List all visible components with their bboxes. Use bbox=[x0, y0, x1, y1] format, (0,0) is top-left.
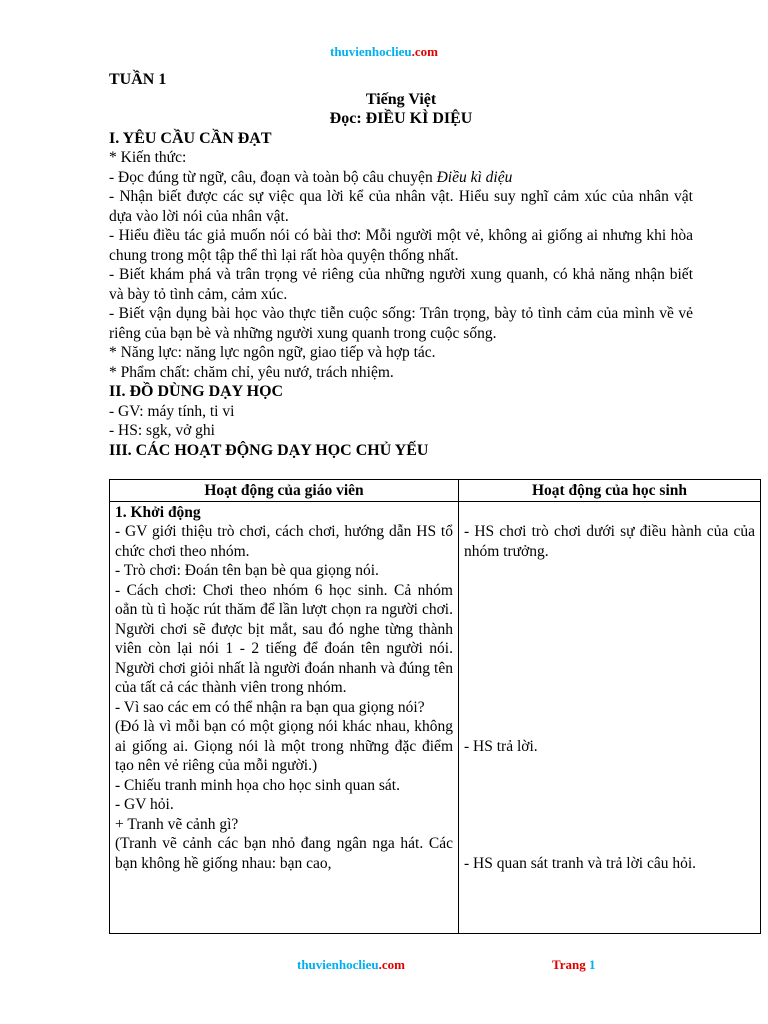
col-header-teacher: Hoạt động của giáo viên bbox=[110, 480, 459, 502]
materials-student: - HS: sgk, vở ghi bbox=[109, 422, 215, 439]
teacher-answer-note: (Tranh vẽ cảnh các bạn nhỏ đang ngân nga hát. Các bạn không hề giống nhau: bạn cao, bbox=[115, 835, 453, 872]
week-label: TUẦN 1 bbox=[109, 71, 167, 88]
page-number: 1 bbox=[588, 957, 596, 972]
story-title-italic: Điều kì diệu bbox=[436, 168, 513, 186]
table-row bbox=[110, 501, 761, 933]
activity-warmup-heading: 1. Khởi động bbox=[115, 503, 201, 521]
lesson-title: Đọc: ĐIỀU KÌ DIỆU bbox=[329, 110, 473, 127]
footer-site-tld: .com bbox=[378, 957, 405, 972]
subject-title: Tiếng Việt bbox=[365, 90, 437, 108]
header-site-tld: .com bbox=[411, 44, 438, 59]
section1-heading: I. YÊU CẦU CẦN ĐẠT bbox=[109, 129, 272, 147]
competence-line: * Năng lực: năng lực ngôn ngữ, giao tiếp và hợp tác. bbox=[109, 344, 436, 361]
materials-teacher: - GV: máy tính, ti vi bbox=[109, 402, 235, 420]
objective-understand: - Hiểu điều tác giả muốn nói có bài thơ: Mỗi người một vẻ, không ai giống ai nhưng khi hòa chung trong một tập thể thì lại rất hòa quyện thống nhất. bbox=[109, 227, 693, 264]
teacher-step: - Cách chơi: Chơi theo nhóm 6 học sinh. Cả nhóm oẳn tù tì hoặc rút thăm để lần lượt chọn ra người chơi. Người chơi sẽ được bịt mắt, sau đó nghe từng thành viên còn lại nói 1 - 2 tiếng để đoán tên người nói. Người chơi giỏi nhất là người đoán nhanh và đúng tên của tất cả các thành viên trong nhóm. bbox=[115, 581, 453, 696]
student-step: - HS chơi trò chơi dưới sự điều hành của của nhóm trưởng. bbox=[464, 523, 755, 560]
section3-heading: III. CÁC HOẠT ĐỘNG DẠY HỌC CHỦ YẾU bbox=[109, 441, 429, 459]
section2-heading: II. ĐỒ DÙNG DẠY HỌC bbox=[109, 383, 284, 400]
activities-table bbox=[109, 479, 761, 934]
footer-site-name: thuvienhoclieu bbox=[297, 957, 379, 972]
objective-explore: - Biết khám phá và trân trọng vẻ riêng của những người xung quanh, có khả năng nhận biết và bày tỏ tình cảm, cảm xúc. bbox=[109, 266, 693, 303]
objective-reading bbox=[109, 168, 693, 188]
teacher-step: - GV hỏi. bbox=[115, 796, 174, 813]
table-header-row bbox=[110, 480, 761, 502]
teacher-answer-note: (Đó là vì mỗi bạn có một giọng nói khác nhau, không ai giống ai. Giọng nói là một trong những đặc điểm tạo nên vẻ riêng của mỗi người.) bbox=[115, 718, 453, 774]
teacher-question: - Vì sao các em có thể nhận ra bạn qua giọng nói? bbox=[115, 698, 425, 716]
objective-recognize: - Nhận biết được các sự việc qua lời kể của nhân vật. Hiểu suy nghĩ cảm xúc của nhân vật dựa vào lời nói của nhân vật. bbox=[109, 188, 693, 225]
page-indicator bbox=[552, 957, 595, 973]
footer-site-link[interactable] bbox=[297, 957, 405, 973]
knowledge-label: * Kiến thức: bbox=[109, 149, 187, 166]
teacher-step: - GV giới thiệu trò chơi, cách chơi, hướng dẫn HS tổ chức chơi theo nhóm. bbox=[115, 523, 453, 560]
student-cell bbox=[459, 501, 761, 933]
header-site-link[interactable] bbox=[0, 44, 768, 60]
qualities-line: * Phẩm chất: chăm chỉ, yêu nướ, trách nhiệm. bbox=[109, 363, 394, 381]
teacher-step: - Trò chơi: Đoán tên bạn bè qua giọng nói. bbox=[115, 562, 379, 579]
page-label: Trang bbox=[552, 957, 586, 972]
student-step: - HS quan sát tranh và trả lời câu hỏi. bbox=[464, 854, 697, 872]
header-site-name: thuvienhoclieu bbox=[330, 44, 412, 59]
document-body bbox=[109, 70, 693, 460]
objective-reading-text: - Đọc đúng từ ngữ, câu, đoạn và toàn bộ câu chuyện bbox=[109, 168, 437, 186]
teacher-cell bbox=[110, 501, 459, 933]
objective-apply: - Biết vận dụng bài học vào thực tiễn cuộc sống: Trân trọng, bày tỏ tình cảm của mình về vẻ riêng của bạn bè và những người xung quanh trong cuộc sống. bbox=[109, 305, 693, 342]
student-step: - HS trả lời. bbox=[464, 737, 538, 755]
teacher-step: - Chiếu tranh minh họa cho học sinh quan sát. bbox=[115, 776, 400, 794]
teacher-question: + Tranh vẽ cảnh gì? bbox=[115, 815, 239, 833]
col-header-student: Hoạt động của học sinh bbox=[459, 480, 761, 502]
